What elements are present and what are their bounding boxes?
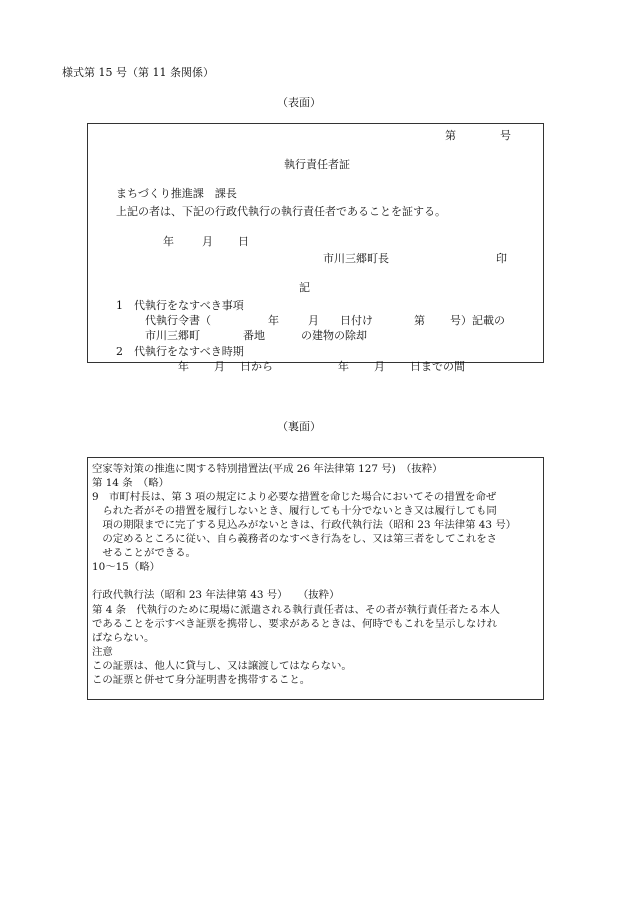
item1-lot: 番地 <box>243 329 265 342</box>
certificate-front <box>87 123 544 363</box>
form-number: 様式第 15 号（第 11 条関係） <box>62 66 214 79</box>
holder-position: まちづくり推進課 課長 <box>116 187 237 200</box>
back-line: この証票は、他人に貸与し、又は譲渡してはならない。 <box>92 660 352 672</box>
item1-month: 月 <box>308 314 319 327</box>
certificate-back <box>87 457 544 700</box>
item1-order: 代執行令書（ <box>145 314 211 327</box>
number-suffix: 号 <box>500 129 511 142</box>
front-side-label: （表面） <box>277 96 321 109</box>
certificate-title: 執行責任者証 <box>284 158 350 171</box>
certify-text: 上記の者は、下記の行政代執行の執行責任者であることを証する。 <box>116 205 446 218</box>
back-line: ばならない。 <box>92 632 155 644</box>
back-side-label: （裏面） <box>277 420 321 433</box>
back-line: せることができる。 <box>92 547 196 559</box>
back-line: であることを示すべき証票を携帯し、要求があるときは、何時でもこれを呈示しなけれ <box>92 618 498 630</box>
item2-day-to: 日までの間 <box>410 360 465 373</box>
back-line: の定めるところに従い、自ら義務者のなすべき行為をし、又は第三者をしてこれをさ <box>92 533 498 545</box>
back-line: 項の期限までに完了する見込みがないときは、行政代執行法（昭和 23 年法律第 43 号） <box>92 519 517 531</box>
back-line: 10〜15（略） <box>92 561 161 573</box>
item1-title: 1 代執行をなすべき事項 <box>116 299 244 312</box>
back-line: られた者がその措置を履行しないとき、履行しても十分でないとき又は履行しても同 <box>92 505 497 517</box>
item2-title: 2 代執行をなすべき時期 <box>116 345 244 358</box>
item1-no-suffix: 号）記載の <box>450 314 505 327</box>
record-mark: 記 <box>299 281 310 294</box>
back-line: 行政代執行法（昭和 23 年法律第 43 号） （抜粋） <box>92 589 340 601</box>
item1-year: 年 <box>268 314 279 327</box>
back-line: 空家等対策の推進に関する特別措置法(平成 26 年法律第 127 号) （抜粋） <box>92 463 443 475</box>
item1-demolition: の建物の除却 <box>301 329 367 342</box>
issue-date-month: 月 <box>202 235 213 248</box>
issue-date-year: 年 <box>163 235 174 248</box>
item1-day: 日付け <box>340 314 373 327</box>
item2-day-from: 日から <box>240 360 273 373</box>
item2-year-from: 年 <box>178 360 189 373</box>
item1-town: 市川三郷町 <box>145 329 200 342</box>
seal-mark: 印 <box>496 252 507 265</box>
issuer-name: 市川三郷町長 <box>323 252 389 265</box>
item2-month-to: 月 <box>374 360 385 373</box>
item2-month-from: 月 <box>214 360 225 373</box>
back-line: 注意 <box>92 646 113 658</box>
back-line: 第 14 条 （略） <box>92 477 169 489</box>
item1-no: 第 <box>414 314 425 327</box>
number-prefix: 第 <box>445 129 456 142</box>
issue-date-day: 日 <box>238 235 249 248</box>
item2-year-to: 年 <box>338 360 349 373</box>
back-line: 9 市町村長は、第 3 項の規定により必要な措置を命じた場合においてその措置を命ぜ <box>92 491 497 503</box>
back-line: この証票と併せて身分証明書を携帯すること。 <box>92 674 311 686</box>
back-line: 第 4 条 代執行のために現場に派遣される執行責任者は、その者が執行責任者たる本人 <box>92 604 501 616</box>
